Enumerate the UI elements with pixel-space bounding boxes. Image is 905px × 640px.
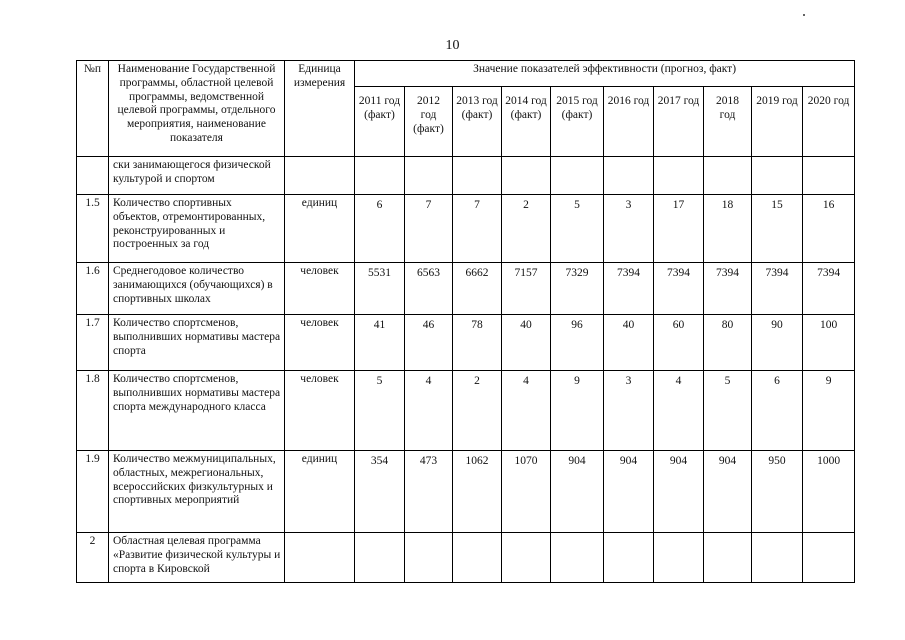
row-number: 1.7 bbox=[77, 315, 109, 371]
row-number: 1.9 bbox=[77, 451, 109, 533]
unit-cell bbox=[285, 533, 355, 583]
value-cell bbox=[551, 157, 604, 195]
value-cell bbox=[502, 157, 551, 195]
value-cell bbox=[654, 157, 704, 195]
value-cell: 904 bbox=[551, 451, 604, 533]
value-cell: 3 bbox=[604, 371, 654, 451]
table-row bbox=[77, 315, 855, 371]
value-cell: 18 bbox=[704, 195, 752, 263]
value-cell: 40 bbox=[604, 315, 654, 371]
value-cell: 3 bbox=[604, 195, 654, 263]
header-year: 2015 год (факт) bbox=[551, 87, 604, 157]
header-year: 2018 год bbox=[704, 87, 752, 157]
table-row bbox=[77, 157, 855, 195]
value-cell: 7 bbox=[405, 195, 453, 263]
value-cell: 5 bbox=[551, 195, 604, 263]
value-cell: 100 bbox=[803, 315, 855, 371]
value-cell: 78 bbox=[453, 315, 502, 371]
row-number: 2 bbox=[77, 533, 109, 583]
header-values-group: Значение показателей эффективности (прогноз, факт) bbox=[355, 61, 855, 87]
value-cell bbox=[604, 533, 654, 583]
value-cell: 1062 bbox=[453, 451, 502, 533]
value-cell: 7394 bbox=[752, 263, 803, 315]
value-cell: 5531 bbox=[355, 263, 405, 315]
value-cell: 950 bbox=[752, 451, 803, 533]
value-cell bbox=[453, 533, 502, 583]
value-cell: 2 bbox=[453, 371, 502, 451]
indicator-name: Количество спортивных объектов, отремонтированных, реконструированных и построенных за год bbox=[109, 195, 285, 263]
value-cell: 60 bbox=[654, 315, 704, 371]
row-number: 1.8 bbox=[77, 371, 109, 451]
value-cell: 473 bbox=[405, 451, 453, 533]
value-cell bbox=[752, 157, 803, 195]
value-cell: 6 bbox=[752, 371, 803, 451]
table-row bbox=[77, 195, 855, 263]
page-number: 10 bbox=[445, 38, 460, 53]
indicator-name: ски занимающегося физической культурой и спортом bbox=[109, 157, 285, 195]
value-cell: 9 bbox=[803, 371, 855, 451]
value-cell: 1070 bbox=[502, 451, 551, 533]
value-cell: 96 bbox=[551, 315, 604, 371]
table-row bbox=[77, 451, 855, 533]
value-cell: 7394 bbox=[604, 263, 654, 315]
value-cell: 40 bbox=[502, 315, 551, 371]
header-year: 2020 год bbox=[803, 87, 855, 157]
value-cell: 4 bbox=[502, 371, 551, 451]
header-year: 2019 год bbox=[752, 87, 803, 157]
value-cell: 17 bbox=[654, 195, 704, 263]
value-cell bbox=[803, 533, 855, 583]
header-year: 2011 год (факт) bbox=[355, 87, 405, 157]
indicators-table bbox=[76, 60, 855, 583]
indicator-name: Количество спортсменов, выполнивших нормативы мастера спорта международного класса bbox=[109, 371, 285, 451]
value-cell: 46 bbox=[405, 315, 453, 371]
value-cell: 354 bbox=[355, 451, 405, 533]
header-unit: Единица измерения bbox=[285, 61, 355, 157]
value-cell: 904 bbox=[654, 451, 704, 533]
value-cell: 2 bbox=[502, 195, 551, 263]
value-cell bbox=[355, 533, 405, 583]
value-cell: 80 bbox=[704, 315, 752, 371]
header-num: №п bbox=[77, 61, 109, 157]
indicator-name: Количество спортсменов, выполнивших нормативы мастера спорта bbox=[109, 315, 285, 371]
value-cell: 904 bbox=[704, 451, 752, 533]
value-cell: 1000 bbox=[803, 451, 855, 533]
value-cell: 16 bbox=[803, 195, 855, 263]
value-cell bbox=[551, 533, 604, 583]
value-cell bbox=[704, 533, 752, 583]
value-cell bbox=[803, 157, 855, 195]
row-number: 1.5 bbox=[77, 195, 109, 263]
value-cell bbox=[654, 533, 704, 583]
value-cell: 5 bbox=[704, 371, 752, 451]
value-cell: 9 bbox=[551, 371, 604, 451]
value-cell: 4 bbox=[654, 371, 704, 451]
value-cell: 5 bbox=[355, 371, 405, 451]
unit-cell: человек bbox=[285, 371, 355, 451]
value-cell bbox=[355, 157, 405, 195]
value-cell bbox=[405, 157, 453, 195]
value-cell: 6 bbox=[355, 195, 405, 263]
indicator-name: Среднегодовое количество занимающихся (обучающихся) в спортивных школах bbox=[109, 263, 285, 315]
table-row bbox=[77, 371, 855, 451]
value-cell bbox=[752, 533, 803, 583]
value-cell bbox=[453, 157, 502, 195]
header-name: Наименование Государственной программы, областной целевой программы, ведомственной целевой программы, отдельного мероприятия, наименование показателя bbox=[109, 61, 285, 157]
table-row bbox=[77, 533, 855, 583]
value-cell bbox=[405, 533, 453, 583]
indicator-name: Количество межмуниципальных, областных, межрегиональных, всероссийских физкультурных и спортивных мероприятий bbox=[109, 451, 285, 533]
value-cell bbox=[502, 533, 551, 583]
value-cell: 4 bbox=[405, 371, 453, 451]
unit-cell: человек bbox=[285, 315, 355, 371]
row-number bbox=[77, 157, 109, 195]
value-cell: 7394 bbox=[803, 263, 855, 315]
unit-cell: человек bbox=[285, 263, 355, 315]
unit-cell: единиц bbox=[285, 451, 355, 533]
value-cell: 41 bbox=[355, 315, 405, 371]
value-cell: 90 bbox=[752, 315, 803, 371]
value-cell: 7394 bbox=[654, 263, 704, 315]
row-number: 1.6 bbox=[77, 263, 109, 315]
header-year: 2014 год (факт) bbox=[502, 87, 551, 157]
value-cell: 904 bbox=[604, 451, 654, 533]
value-cell: 15 bbox=[752, 195, 803, 263]
value-cell: 7329 bbox=[551, 263, 604, 315]
indicator-name: Областная целевая программа «Развитие физической культуры и спорта в Кировской bbox=[109, 533, 285, 583]
value-cell: 7394 bbox=[704, 263, 752, 315]
header-year: 2013 год (факт) bbox=[453, 87, 502, 157]
header-year: 2017 год bbox=[654, 87, 704, 157]
scan-speck bbox=[803, 14, 805, 16]
header-year: 2012 год (факт) bbox=[405, 87, 453, 157]
unit-cell: единиц bbox=[285, 195, 355, 263]
value-cell bbox=[604, 157, 654, 195]
value-cell bbox=[704, 157, 752, 195]
table-row bbox=[77, 263, 855, 315]
header-year: 2016 год bbox=[604, 87, 654, 157]
unit-cell bbox=[285, 157, 355, 195]
value-cell: 7 bbox=[453, 195, 502, 263]
value-cell: 6662 bbox=[453, 263, 502, 315]
value-cell: 6563 bbox=[405, 263, 453, 315]
value-cell: 7157 bbox=[502, 263, 551, 315]
